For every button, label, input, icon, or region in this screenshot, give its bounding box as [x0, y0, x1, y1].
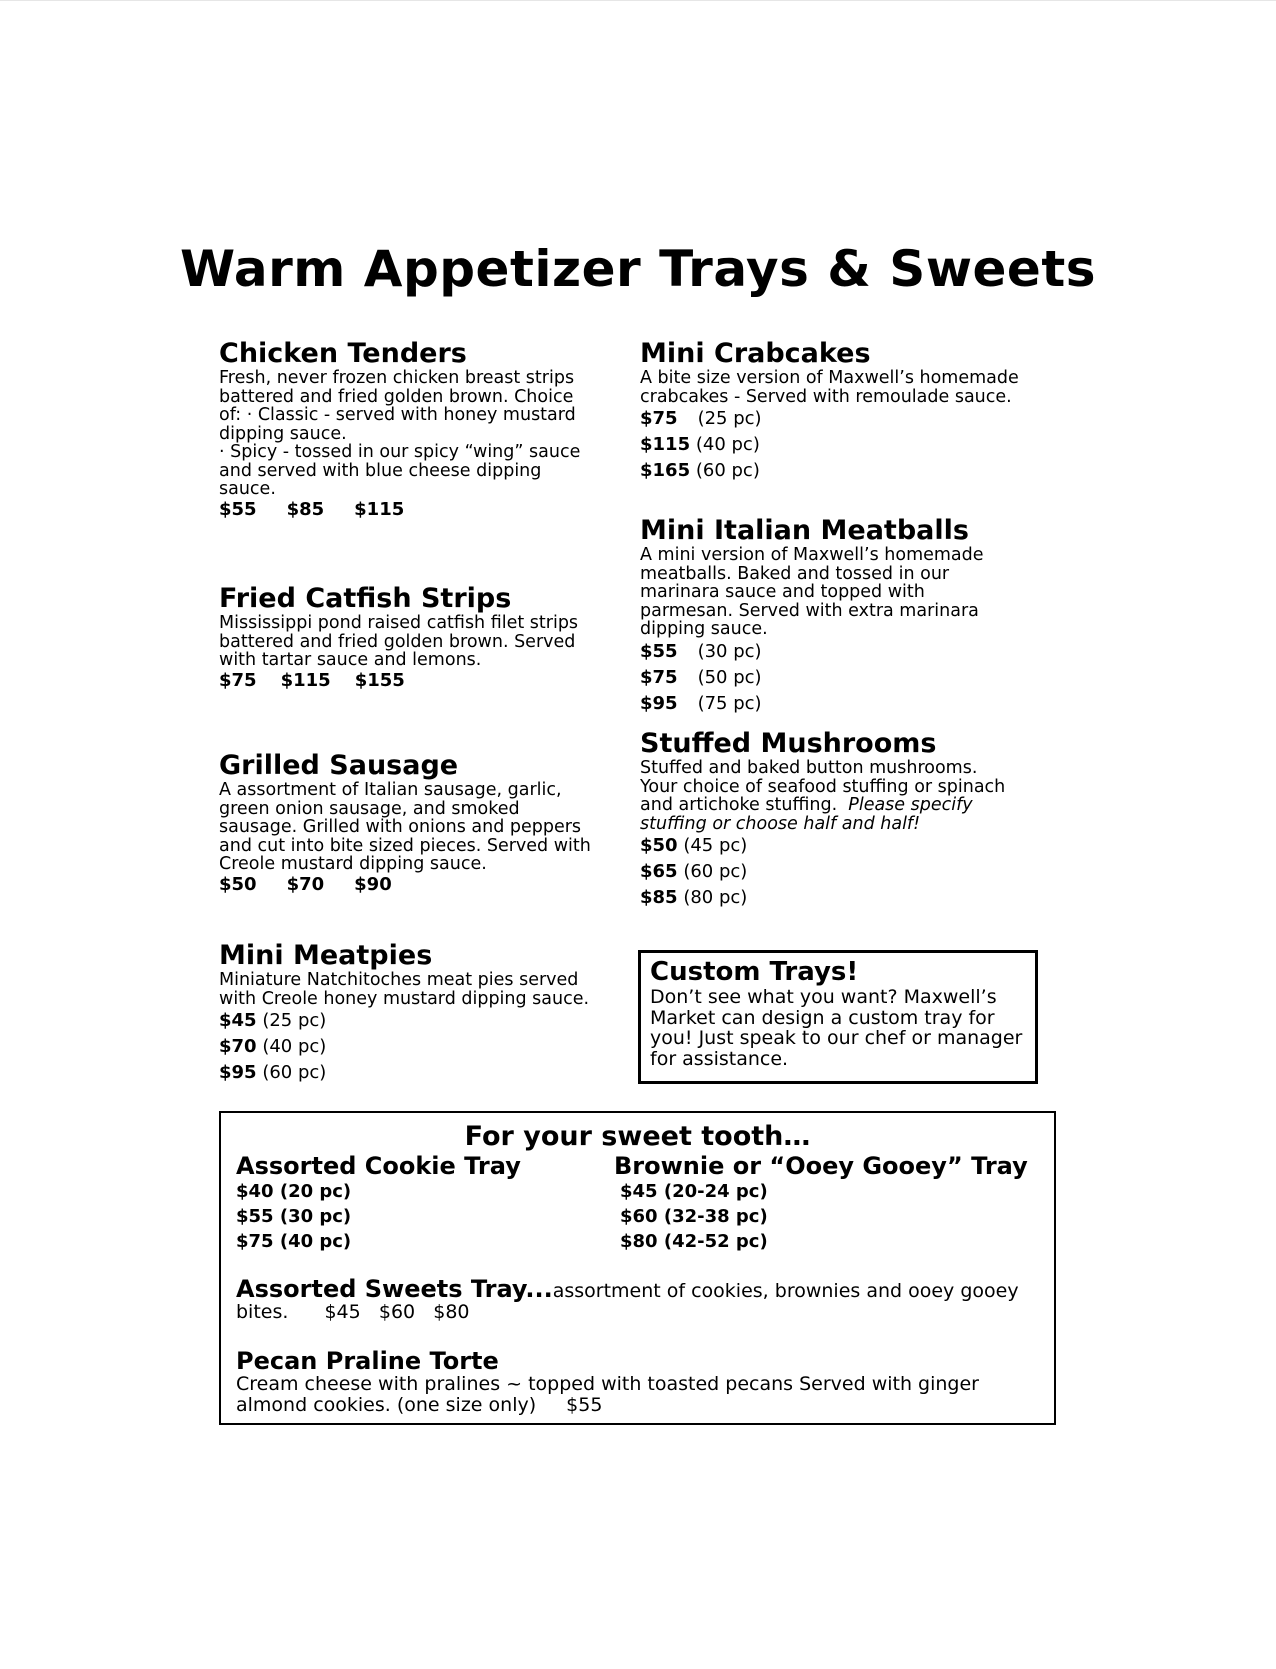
price: $80 [433, 1301, 470, 1323]
size-line: $70 (40 pc) [219, 1036, 327, 1057]
custom-trays-box [638, 950, 1038, 1084]
torte-desc: Cream cheese with pralines ~ topped with toasted pecans Served with ginger almond cookies. (one size only) [236, 1373, 979, 1416]
sweets-box [219, 1111, 1056, 1425]
price: $45 [324, 1301, 361, 1323]
price: $55 [219, 498, 257, 520]
item-description: A mini version of Maxwell’s homemade meatballs. Baked and tossed in our marinara sauce and topped with parmesan. Served with extra marinara dipping sauce. [640, 545, 984, 639]
size-line: $65 (60 pc) [640, 861, 748, 882]
item-name: Mini Meatpies [219, 940, 433, 971]
assorted-sweets-desc: assortment of cookies, brownies and ooey gooey bites. [236, 1280, 1019, 1323]
brownie-tray-name: Brownie or “Ooey Gooey” Tray [614, 1152, 1028, 1180]
item-name: Mini Crabcakes [640, 338, 871, 369]
page-title: Warm Appetizer Trays & Sweets [179, 240, 1096, 298]
item-stuffed-mushrooms [640, 729, 1020, 911]
pecan-praline-torte [236, 1348, 1036, 1416]
size-line: $75 (25 pc) [640, 408, 762, 429]
page-top-border [0, 0, 1276, 1]
item-description-spicy: · Spicy - tossed in our spicy “wing” sauce and served with blue cheese dipping sauce. [219, 442, 581, 499]
custom-trays-title: Custom Trays! [650, 957, 859, 987]
item-description: Mississippi pond raised catfish filet strips battered and fried golden brown. Served with tartar sauce and lemons. [219, 613, 579, 670]
price: $85 [286, 498, 325, 520]
item-prices [219, 671, 594, 691]
item-grilled-sausage [219, 751, 594, 895]
size-line: $85 (80 pc) [640, 887, 748, 908]
assorted-sweets-tray [236, 1275, 1036, 1323]
price-line: $75 (40 pc) [236, 1231, 352, 1252]
price: $55 [566, 1394, 603, 1416]
price-line: $40 (20 pc) [236, 1181, 352, 1202]
brownie-tray [614, 1153, 1044, 1254]
item-name: Grilled Sausage [219, 750, 459, 781]
size-line: $75 (50 pc) [640, 666, 762, 688]
item-description: A bite size version of Maxwell’s homemade crabcakes - Served with remoulade sauce. [640, 368, 1019, 407]
item-note: Please specify stuffing or choose half and half! [640, 795, 973, 834]
price-line: $55 (30 pc) [236, 1206, 352, 1227]
size-line: $95 (75 pc) [640, 692, 762, 714]
price: $60 [378, 1301, 416, 1323]
torte-name: Pecan Praline Torte [236, 1347, 499, 1375]
item-name: Fried Catfish Strips [219, 583, 512, 614]
size-line: $45 (25 pc) [219, 1010, 327, 1031]
price: $115 [354, 498, 405, 520]
item-name: Mini Italian Meatballs [640, 515, 969, 546]
cookie-tray-name: Assorted Cookie Tray [236, 1152, 521, 1180]
item-prices [219, 500, 594, 520]
price: $75 [219, 669, 257, 691]
size-line: $95 (60 pc) [219, 1062, 327, 1083]
price-line: $45 (20-24 pc) [620, 1181, 768, 1202]
item-chicken-tenders [219, 339, 594, 520]
assorted-sweets-name: Assorted Sweets Tray... [236, 1275, 553, 1303]
item-fried-catfish-strips [219, 584, 594, 691]
cookie-tray [236, 1153, 596, 1254]
price: $70 [286, 873, 325, 895]
item-description: Fresh, never frozen chicken breast strips battered and fried golden brown. Choice of: · Classic - served with honey mustard dipping sauce. [219, 368, 576, 444]
item-description: A assortment of Italian sausage, garlic, green onion sausage, and smoked sausage. Grilled with onions and peppers and cut into bite sized pieces. Served with Creole mustard dipping sauce. [219, 780, 591, 874]
item-description: Stuffed and baked button mushrooms. Your choice of seafood stuffing or spinach and artichoke stuffing. Please specify stuffing or choose half and half! [640, 758, 1006, 834]
item-prices [219, 875, 594, 895]
price: $155 [354, 669, 405, 691]
sweets-title: For your sweet tooth… [464, 1121, 811, 1152]
size-line: $55 (30 pc) [640, 640, 762, 662]
item-name: Stuffed Mushrooms [640, 728, 937, 759]
size-line: $50 (45 pc) [640, 835, 748, 856]
item-mini-crabcakes [640, 339, 1020, 484]
custom-trays-text: Don’t see what you want? Maxwell’s Market can design a custom tray for you! Just speak to our chef or manager for assistance. [650, 986, 1023, 1070]
price-line: $80 (42-52 pc) [620, 1231, 768, 1252]
price: $50 [219, 873, 257, 895]
item-mini-italian-meatballs [640, 516, 1020, 717]
item-mini-meatpies [219, 941, 594, 1086]
size-line: $115 (40 pc) [640, 434, 760, 455]
size-line: $165 (60 pc) [640, 460, 760, 481]
price-line: $60 (32-38 pc) [620, 1206, 768, 1227]
price: $90 [354, 873, 392, 895]
item-name: Chicken Tenders [219, 338, 467, 369]
item-description: Miniature Natchitoches meat pies served with Creole honey mustard dipping sauce. [219, 970, 590, 1009]
price: $115 [280, 669, 331, 691]
